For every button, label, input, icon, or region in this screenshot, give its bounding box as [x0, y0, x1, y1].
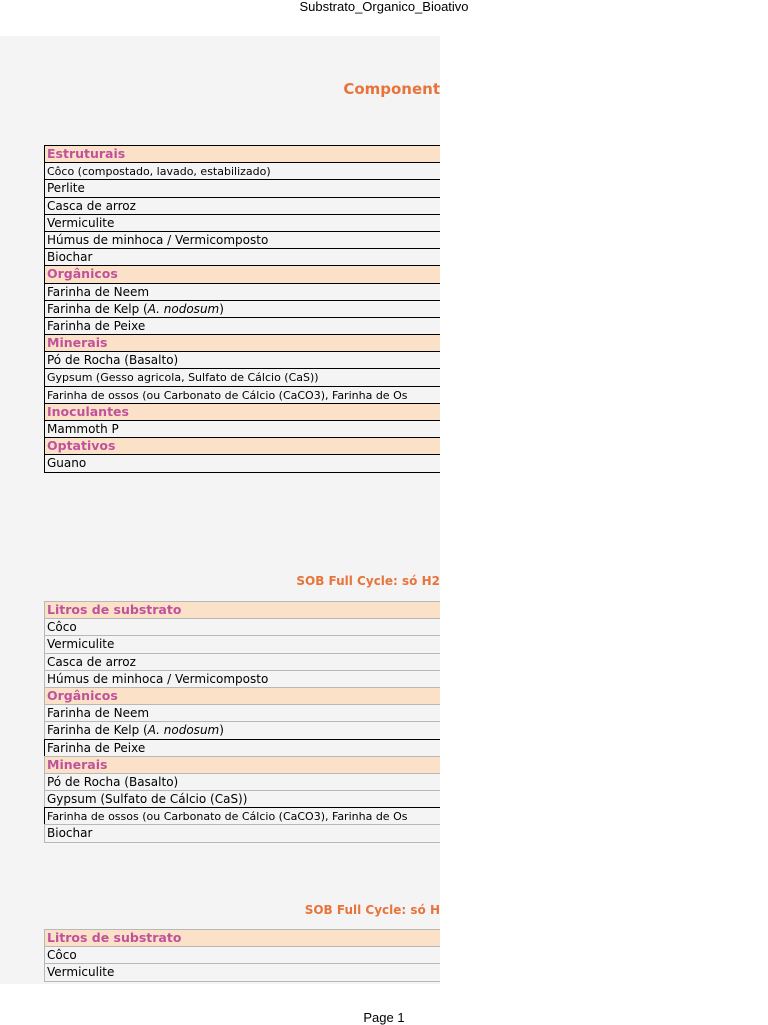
component-row [44, 824, 440, 842]
row-label: Casca de arroz [47, 654, 136, 669]
row-label: Vermiculite [47, 965, 115, 980]
component-row [44, 248, 440, 266]
category-row [44, 265, 440, 283]
document-filename: Substrato_Organico_Bioativo [299, 0, 469, 14]
spreadsheet-page [0, 36, 440, 984]
row-label-suffix: ) [219, 723, 224, 738]
component-row [44, 653, 440, 671]
component-row [44, 807, 440, 825]
component-row [44, 704, 440, 722]
row-label: Biochar [47, 826, 93, 841]
category-row [44, 334, 440, 352]
row-label: Côco [47, 948, 77, 963]
component-row [44, 179, 440, 197]
row-label: Gypsum (Sulfato de Cálcio (CaS)) [47, 792, 248, 807]
row-label: Estruturais [47, 146, 126, 161]
row-label-suffix: ) [219, 301, 224, 316]
row-label: Optativos [47, 438, 116, 454]
component-row [44, 386, 440, 404]
row-label: Gypsum (Gesso agricola, Sulfato de Cálcio (CaS)) [47, 371, 319, 385]
row-label: Farinha de Peixe [47, 318, 146, 333]
row-label: Mammoth P [47, 422, 119, 436]
row-label: Farinha de ossos (ou Carbonato de Cálcio (CaCO3), Farinha de Os [47, 810, 408, 824]
full-cycle-heading-1: SOB Full Cycle: só H2 [296, 574, 440, 588]
category-row [44, 403, 440, 421]
full-cycle-heading-2: SOB Full Cycle: só H [304, 903, 440, 917]
row-label: Farinha de Peixe [47, 740, 146, 755]
row-label: Côco [47, 620, 77, 635]
row-label: Húmus de minhoca / Vermicomposto [47, 671, 269, 686]
components-table [44, 145, 440, 473]
row-label: Orgânicos [47, 266, 118, 282]
category-row [44, 601, 440, 619]
row-label: Côco (compostado, lavado, estabilizado) [47, 165, 271, 179]
full-cycle-table-2 [44, 929, 440, 982]
page-number: Page 1 [363, 1010, 405, 1025]
row-label: Pó de Rocha (Basalto) [47, 774, 179, 789]
component-row [44, 635, 440, 653]
category-row [44, 437, 440, 455]
component-row [44, 790, 440, 808]
row-label: Casca de arroz [47, 198, 136, 213]
component-row [44, 773, 440, 791]
component-row [44, 420, 440, 438]
component-row [44, 317, 440, 335]
row-label: Orgânicos [47, 687, 118, 703]
row-label: Litros de substrato [47, 930, 182, 945]
row-label: Inoculantes [47, 403, 129, 419]
row-label: Litros de substrato [47, 602, 182, 617]
row-label: Vermiculite [47, 637, 115, 652]
component-row [44, 300, 440, 318]
row-label: Pó de Rocha (Basalto) [47, 353, 179, 368]
component-row [44, 162, 440, 180]
component-row [44, 283, 440, 301]
component-row [44, 214, 440, 232]
component-row [44, 351, 440, 369]
row-label: Farinha de Neem [47, 284, 150, 299]
category-row [44, 145, 440, 163]
component-row [44, 946, 440, 964]
row-label: Guano [47, 456, 87, 471]
component-row [44, 454, 440, 472]
component-row [44, 231, 440, 249]
category-row [44, 929, 440, 947]
row-label: Farinha de Neem [47, 706, 150, 721]
category-row [44, 687, 440, 705]
row-label: Biochar [47, 250, 93, 265]
row-label: Perlite [47, 181, 85, 196]
species-name: A. nodosum [147, 301, 220, 316]
components-heading: Component [343, 80, 440, 98]
component-row [44, 618, 440, 636]
category-row [44, 756, 440, 774]
row-label: Minerais [47, 756, 108, 772]
row-label: Vermiculite [47, 215, 115, 230]
row-label: Farinha de Kelp ( [47, 723, 148, 738]
component-row [44, 670, 440, 688]
component-row [44, 721, 440, 739]
component-row [44, 739, 440, 757]
species-name: A. nodosum [147, 723, 220, 738]
component-row [44, 368, 440, 386]
row-label: Farinha de Kelp ( [47, 301, 148, 316]
full-cycle-table-1 [44, 601, 440, 843]
row-label: Minerais [47, 335, 108, 351]
row-label: Farinha de ossos (ou Carbonato de Cálcio (CaCO3), Farinha de Os [47, 388, 408, 402]
component-row [44, 197, 440, 215]
row-label: Húmus de minhoca / Vermicomposto [47, 232, 269, 247]
component-row [44, 963, 440, 981]
